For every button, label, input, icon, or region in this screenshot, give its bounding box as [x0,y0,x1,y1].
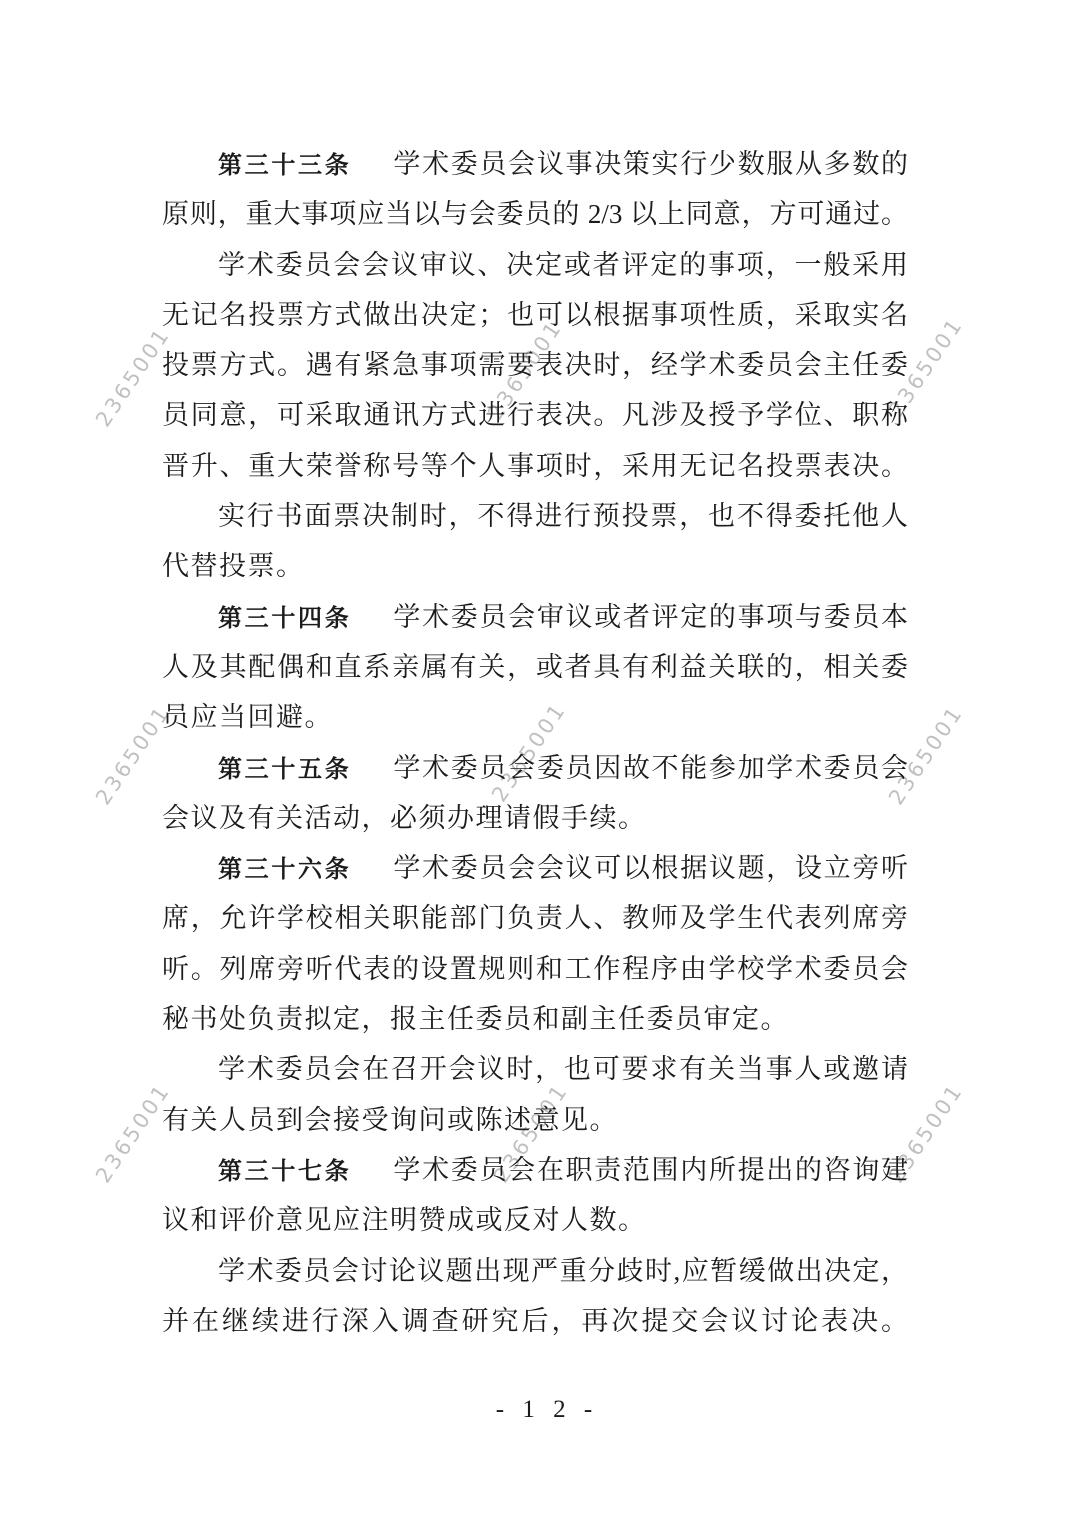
line-text: 学术委员会在召开会议时，也可要求有关当事人或邀请 [218,1054,908,1085]
article-heading-line-35 [162,743,908,793]
line-text: 人及其配偶和直系亲属有关，或者具有利益关联的，相关委 [162,651,908,682]
article-number: 第三十三条 [218,152,352,179]
watermark-text: 2365001 [483,315,567,425]
text-line [162,541,908,591]
line-text: 原则，重大事项应当以与会委员的 2/3 以上同意，方可通过。 [162,199,908,230]
text-line [162,793,908,843]
line-text: 晋升、重大荣誉称号等个人事项时，采用无记名投票表决。 [162,450,908,481]
line-text: 员同意，可采取通讯方式进行表决。凡涉及授予学位、职称 [162,400,908,431]
text-line [162,189,908,239]
watermark-text: 2365001 [489,1078,573,1188]
text-line [162,441,908,491]
watermark-text: 2365001 [91,700,175,810]
line-text: 投票方式。遇有紧急事项需要表决时，经学术委员会主任委 [162,350,908,381]
watermark-text: 2365001 [884,700,968,810]
text-line [162,944,908,994]
page-number: - 1 2 - [495,1396,599,1423]
text-line [162,290,908,340]
text-line [162,390,908,440]
watermark-text: 2365001 [487,697,571,807]
article-heading-line-36 [162,843,908,893]
text-line [162,240,908,290]
article-heading-line-34 [162,592,908,642]
line-text: 秘书处负责拟定，报主任委员和副主任委员审定。 [162,1004,789,1035]
text-line [162,1095,908,1145]
watermark-text: 2365001 [91,322,175,432]
line-text: 学术委员会委员因故不能参加学术委员会 [393,752,909,783]
line-text: 议和评价意见应注明赞成或反对人数。 [162,1205,647,1236]
article-number: 第三十四条 [218,604,352,632]
watermark-text: 2365001 [884,312,968,422]
text-line [162,340,908,390]
text-line [162,1246,908,1296]
text-line [162,491,908,541]
text-line [162,642,908,692]
text-line [162,1044,908,1094]
line-text: 学术委员会会议审议、决定或者评定的事项，一般采用 [218,249,908,280]
line-text: 学术委员会会议可以根据议题，设立旁听 [393,853,909,884]
line-text: 实行书面票决制时，不得进行预投票，也不得委托他人 [218,501,908,532]
article-heading-line-37 [162,1145,908,1195]
text-line [162,994,908,1044]
line-text: 听。列席旁听代表的设置规则和工作程序由学校学术委员会 [162,953,908,984]
watermark-text: 2365001 [884,1078,968,1188]
line-text: 并在继续进行深入调查研究后，再次提交会议讨论表决。 [162,1305,908,1336]
line-text: 无记名投票方式做出决定；也可以根据事项性质，采取实名 [162,299,908,330]
line-text: 有关人员到会接受询问或陈述意见。 [162,1104,618,1135]
article-heading-line-33 [162,139,908,189]
line-text: 会议及有关活动，必须办理请假手续。 [162,802,647,833]
article-number: 第三十六条 [218,856,352,884]
article-number: 第三十七条 [218,1157,352,1185]
text-line [162,692,908,742]
line-text: 学术委员会审议或者评定的事项与委员本 [393,601,909,632]
text-line [162,1195,908,1245]
text-line [162,1296,908,1346]
line-text: 席，允许学校相关职能部门负责人、教师及学生代表列席旁 [162,903,908,934]
line-text: 学术委员会讨论议题出现严重分歧时,应暂缓做出决定， [218,1255,908,1286]
text-line [162,893,908,943]
line-text: 代替投票。 [162,551,305,582]
document-body [162,139,908,1346]
line-text: 学术委员会在职责范围内所提出的咨询建 [393,1154,909,1185]
watermark-text: 2365001 [91,1078,175,1188]
article-number: 第三十五条 [218,755,352,783]
line-text: 员应当回避。 [162,702,333,733]
line-text: 学术委员会议事决策实行少数服从多数的 [393,149,909,179]
